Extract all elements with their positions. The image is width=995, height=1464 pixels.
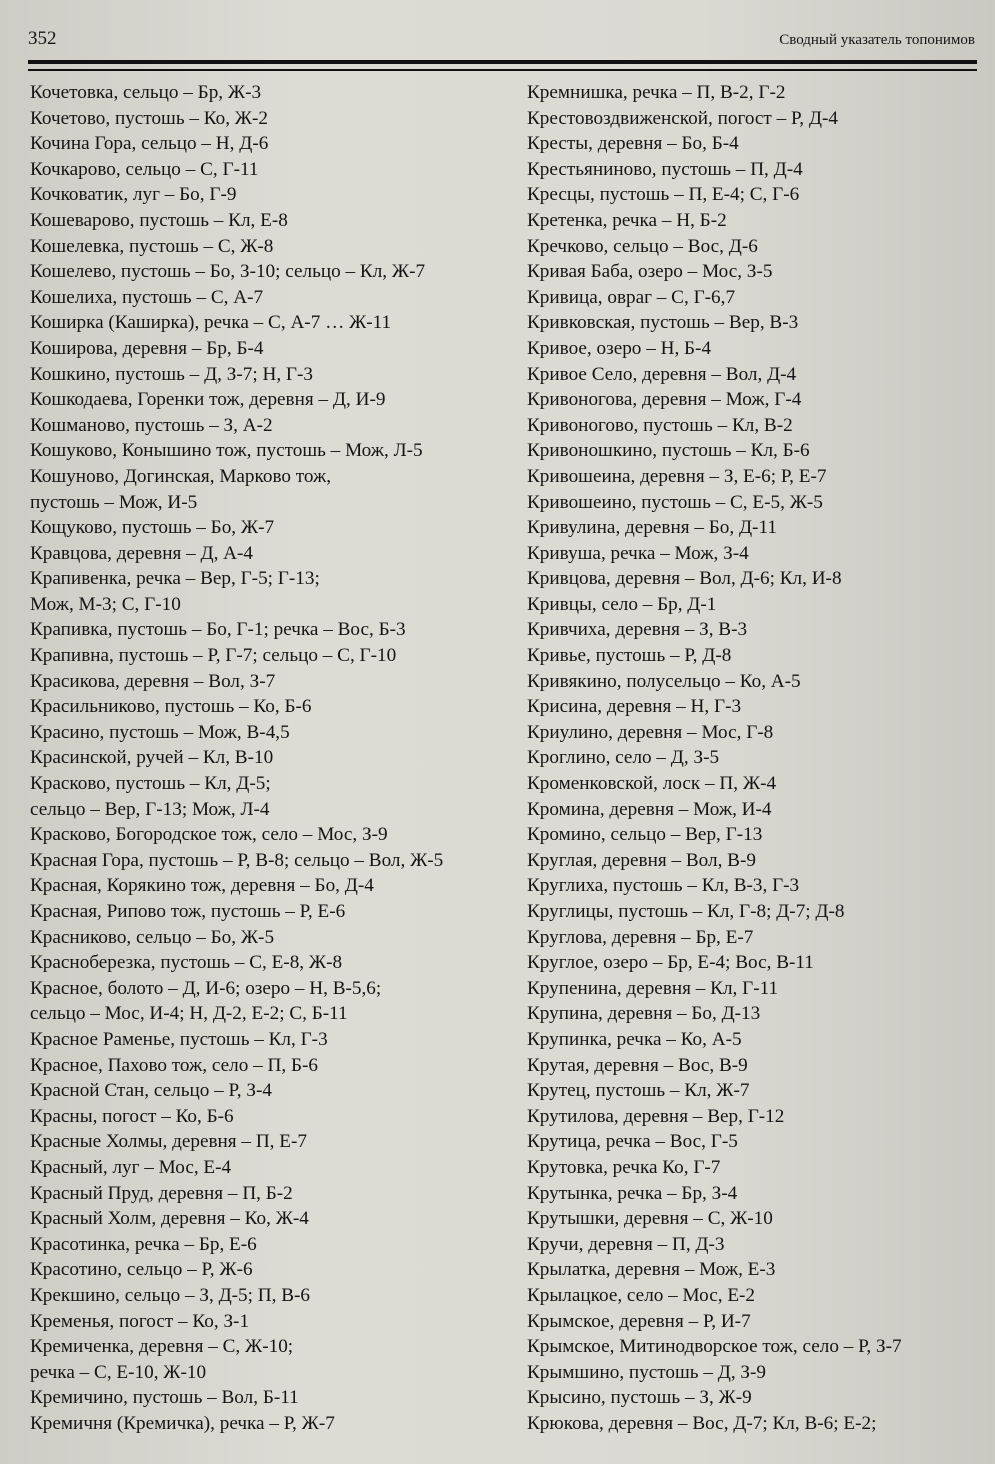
index-entry: Красное Раменье, пустошь – Кл, Г-3 xyxy=(30,1028,328,1050)
index-entry: Красикова, деревня – Вол, З-7 xyxy=(30,670,276,692)
index-entry: Коширка (Каширка), речка – С, А-7 … Ж-11 xyxy=(30,312,392,334)
index-entry: Круглое, озеро – Бр, Е-4; Вос, В-11 xyxy=(527,952,814,974)
index-entry: Кривцова, деревня – Вол, Д-6; Кл, И-8 xyxy=(527,568,842,590)
header-rule-thin xyxy=(28,69,977,71)
index-entry: Кречково, сельцо – Вос, Д-6 xyxy=(527,235,758,257)
index-entry: Кошкодаева, Горенки тож, деревня – Д, И-9 xyxy=(30,389,386,411)
index-entry: Крестовоздвиженской, погост – Р, Д-4 xyxy=(527,107,838,129)
index-entry: Крысино, пустошь – З, Ж-9 xyxy=(527,1387,752,1409)
index-entry: Крылатка, деревня – Мож, Е-3 xyxy=(527,1259,776,1281)
index-entry: Коширова, деревня – Бр, Б-4 xyxy=(30,337,264,359)
index-entry: Кресты, деревня – Бо, Б-4 xyxy=(527,133,739,155)
index-entry: Кочкарово, сельцо – С, Г-11 xyxy=(30,158,259,180)
index-entry: Мож, М-3; С, Г-10 xyxy=(30,593,181,615)
index-entry: Красны, погост – Ко, Б-6 xyxy=(30,1105,234,1127)
index-entry: Красное, Пахово тож, село – П, Б-6 xyxy=(30,1054,318,1076)
index-entry: речка – С, Е-10, Ж-10 xyxy=(30,1361,207,1383)
index-entry: Кошманово, пустошь – З, А-2 xyxy=(30,414,273,436)
index-entry: Кретенка, речка – Н, Б-2 xyxy=(527,209,727,231)
index-entry: Крымское, деревня – Р, И-7 xyxy=(527,1310,751,1332)
index-entry: Кошелево, пустошь – Бо, З-10; сельцо – Кл, Ж-7 xyxy=(30,261,426,283)
index-entry: Кривье, пустошь – Р, Д-8 xyxy=(527,645,732,667)
index-entry: Кривица, овраг – С, Г-6,7 xyxy=(527,286,736,308)
index-entry: Крутец, пустошь – Кл, Ж-7 xyxy=(527,1080,750,1102)
index-entry: Кочковатик, луг – Бо, Г-9 xyxy=(30,184,237,206)
index-entry: Кривковская, пустошь – Вер, В-3 xyxy=(527,312,799,334)
index-entry: Красинской, ручей – Кл, В-10 xyxy=(30,747,274,769)
index-entry: Круглицы, пустошь – Кл, Г-8; Д-7; Д-8 xyxy=(527,901,845,922)
index-entry: Крутовка, речка Ко, Г-7 xyxy=(527,1156,721,1178)
index-entry: Кремичино, пустошь – Вол, Б-11 xyxy=(30,1387,299,1409)
index-entry: Кремнишка, речка – П, В-2, Г-2 xyxy=(527,82,786,103)
right-column xyxy=(527,80,982,1436)
index-entry: Кроменковской, лоск – П, Ж-4 xyxy=(527,773,777,795)
index-entry: Кривое Село, деревня – Вол, Д-4 xyxy=(527,363,797,385)
index-entry: Кривошеино, пустошь – С, Е-5, Ж-5 xyxy=(527,491,823,513)
index-entry: Кощуково, пустошь – Бо, Ж-7 xyxy=(30,517,275,539)
index-entry: Криулино, деревня – Мос, Г-8 xyxy=(527,721,774,743)
index-entry: Красково, Богородское тож, село – Мос, З-9 xyxy=(30,824,388,846)
index-entry: Кривая Баба, озеро – Мос, З-5 xyxy=(527,261,773,283)
index-entry: Кривоношкино, пустошь – Кл, Б-6 xyxy=(527,440,810,462)
index-entry: Кривошеина, деревня – З, Е-6; Р, Е-7 xyxy=(527,465,827,487)
index-entry: Кривулина, деревня – Бо, Д-11 xyxy=(527,517,777,539)
index-entry: Красная, Корякино тож, деревня – Бо, Д-4 xyxy=(30,875,374,897)
index-entry: Крупина, деревня – Бо, Д-13 xyxy=(527,1003,761,1025)
index-entry: Кочина Гора, сельцо – Н, Д-6 xyxy=(30,133,269,155)
index-entry: пустошь – Мож, И-5 xyxy=(30,491,198,513)
index-entry: Красильниково, пустошь – Ко, Б-6 xyxy=(30,696,312,718)
index-entry: Крестьяниново, пустошь – П, Д-4 xyxy=(527,158,803,180)
index-entry: Круглова, деревня – Бр, Е-7 xyxy=(527,926,754,948)
index-entry: Красино, пустошь – Мож, В-4,5 xyxy=(30,721,290,743)
index-entry: Крюкова, деревня – Вос, Д-7; Кл, В-6; Е-2; xyxy=(527,1412,877,1434)
index-entry: Кочетовка, сельцо – Бр, Ж-3 xyxy=(30,82,262,103)
index-entry: Кривцы, село – Бр, Д-1 xyxy=(527,593,717,615)
index-entry: Кривякино, полусельцо – Ко, А-5 xyxy=(527,670,801,692)
index-entry: Кремичня (Кремичка), речка – Р, Ж-7 xyxy=(30,1412,335,1434)
index-entry: Кошкино, пустошь – Д, З-7; Н, Г-3 xyxy=(30,363,314,385)
index-entry: сельцо – Мос, И-4; Н, Д-2, Е-2; С, Б-11 xyxy=(30,1003,348,1025)
index-entry: Крутица, речка – Вос, Г-5 xyxy=(527,1131,738,1153)
index-entry: Красотинка, речка – Бр, Е-6 xyxy=(30,1233,257,1255)
index-entry: Кошелевка, пустошь – С, Ж-8 xyxy=(30,235,274,257)
index-entry: Кромина, деревня – Мож, И-4 xyxy=(527,798,772,820)
index-entry: Крекшино, сельцо – З, Д-5; П, В-6 xyxy=(30,1284,311,1306)
index-entry: Кручи, деревня – П, Д-3 xyxy=(527,1233,725,1255)
index-entry: Крымшино, пустошь – Д, З-9 xyxy=(527,1361,767,1383)
left-column xyxy=(30,80,500,1436)
index-entry: Крапивенка, речка – Вер, Г-5; Г-13; xyxy=(30,568,320,590)
index-entry: Красный Пруд, деревня – П, Б-2 xyxy=(30,1182,293,1204)
index-entry: Красниково, сельцо – Бо, Ж-5 xyxy=(30,926,275,948)
index-entry: Крутынка, речка – Бр, З-4 xyxy=(527,1182,738,1204)
index-entry: Кочетово, пустошь – Ко, Ж-2 xyxy=(30,107,268,129)
index-entry: Крымское, Митинодворское тож, село – Р, З-7 xyxy=(527,1336,902,1358)
index-entry: Круглая, деревня – Вол, В-9 xyxy=(527,849,756,871)
index-entry: Кривое, озеро – Н, Б-4 xyxy=(527,337,712,359)
index-entry: Кресцы, пустошь – П, Е-4; С, Г-6 xyxy=(527,184,800,206)
index-entry: Красные Холмы, деревня – П, Е-7 xyxy=(30,1131,307,1153)
index-entry: Красково, пустошь – Кл, Д-5; xyxy=(30,773,271,795)
index-entry: Кравцова, деревня – Д, А-4 xyxy=(30,542,253,564)
index-entry: Кривуша, речка – Мож, З-4 xyxy=(527,542,749,564)
index-entry: Кремиченка, деревня – С, Ж-10; xyxy=(30,1336,294,1358)
index-entry: Кривоногова, деревня – Мож, Г-4 xyxy=(527,389,802,411)
header-rule-thick xyxy=(28,60,977,64)
index-entry: Красный, луг – Мос, Е-4 xyxy=(30,1156,232,1178)
index-entry: Красный Холм, деревня – Ко, Ж-4 xyxy=(30,1208,309,1230)
index-entry: Кошуково, Конышино тож, пустошь – Мож, Л-5 xyxy=(30,440,423,462)
index-entry: Кошуново, Догинская, Марково тож, xyxy=(30,465,332,487)
index-entry: Крупенина, деревня – Кл, Г-11 xyxy=(527,977,779,999)
index-entry: Крылацкое, село – Мос, Е-2 xyxy=(527,1284,756,1306)
index-entry: Крутая, деревня – Вос, В-9 xyxy=(527,1054,748,1076)
index-entry: Круглиха, пустошь – Кл, В-3, Г-3 xyxy=(527,875,800,897)
page-number: 352 xyxy=(28,28,57,49)
index-entry: Красная, Рипово тож, пустошь – Р, Е-6 xyxy=(30,901,346,922)
index-entry: Кроглино, село – Д, З-5 xyxy=(527,747,720,769)
index-entry: Красное, болото – Д, И-6; озеро – Н, В-5,6; xyxy=(30,977,382,999)
index-entry: Крупинка, речка – Ко, А-5 xyxy=(527,1028,742,1050)
index-entry: Кошелиха, пустошь – С, А-7 xyxy=(30,286,264,308)
index-entry: Кривчиха, деревня – З, В-3 xyxy=(527,619,748,641)
index-entry: Крапивка, пустошь – Бо, Г-1; речка – Вос, Б-3 xyxy=(30,619,406,641)
index-entry: Крутышки, деревня – С, Ж-10 xyxy=(527,1208,773,1230)
index-entry: сельцо – Вер, Г-13; Мож, Л-4 xyxy=(30,798,270,820)
running-title: Сводный указатель топонимов xyxy=(779,32,975,48)
index-entry: Кошеварово, пустошь – Кл, Е-8 xyxy=(30,209,288,231)
index-entry: Крутилова, деревня – Вер, Г-12 xyxy=(527,1105,785,1127)
index-entry: Кременья, погост – Ко, З-1 xyxy=(30,1310,250,1332)
index-entry: Крисина, деревня – Н, Г-3 xyxy=(527,696,742,718)
index-entry: Красной Стан, сельцо – Р, З-4 xyxy=(30,1080,272,1102)
index-entry: Кромино, сельцо – Вер, Г-13 xyxy=(527,824,763,846)
index-entry: Красноберезка, пустошь – С, Е-8, Ж-8 xyxy=(30,952,343,974)
index-entry: Красотино, сельцо – Р, Ж-6 xyxy=(30,1259,253,1281)
index-entry: Крапивна, пустошь – Р, Г-7; сельцо – С, Г-10 xyxy=(30,645,397,667)
index-entry: Кривоногово, пустошь – Кл, В-2 xyxy=(527,414,793,436)
index-entry: Красная Гора, пустошь – Р, В-8; сельцо – Вол, Ж-5 xyxy=(30,849,444,871)
page-header xyxy=(28,28,975,58)
